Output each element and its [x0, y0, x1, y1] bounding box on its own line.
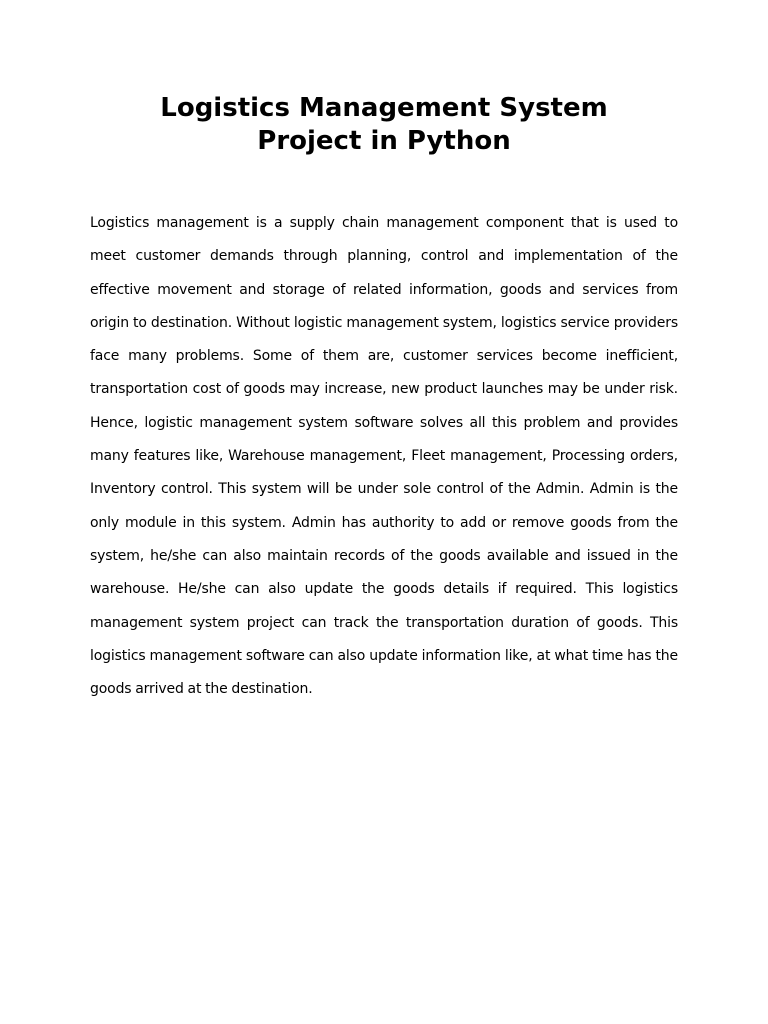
body-paragraph: Logistics management is a supply chain management component that is used to meet customer demands through planning, control and implementation of the effective movement and storage of related information, goods and services from origin to destination. Without logistic management system, logistics service providers face many problems. Some of them are, customer services become inefficient, transportation cost of goods may increase, new product launches may be under risk. Hence, logistic management system software solves all this problem and provides many features like, Warehouse management, Fleet management, Processing orders, Inventory control. This system will be under sole control of the Admin. Admin is the only module in this system. Admin has authority to add or remove goods from the system, he/she can also maintain records of the goods available and issued in the warehouse. He/she can also update the goods details if required. This logistics management system project can track the transportation duration of goods. This logistics management software can also update information like, at what time has the goods arrived at the destination. — [90, 215, 678, 698]
title-line-1: Logistics Management System — [160, 93, 608, 123]
page-title — [90, 92, 678, 158]
title-line-2: Project in Python — [257, 126, 511, 156]
